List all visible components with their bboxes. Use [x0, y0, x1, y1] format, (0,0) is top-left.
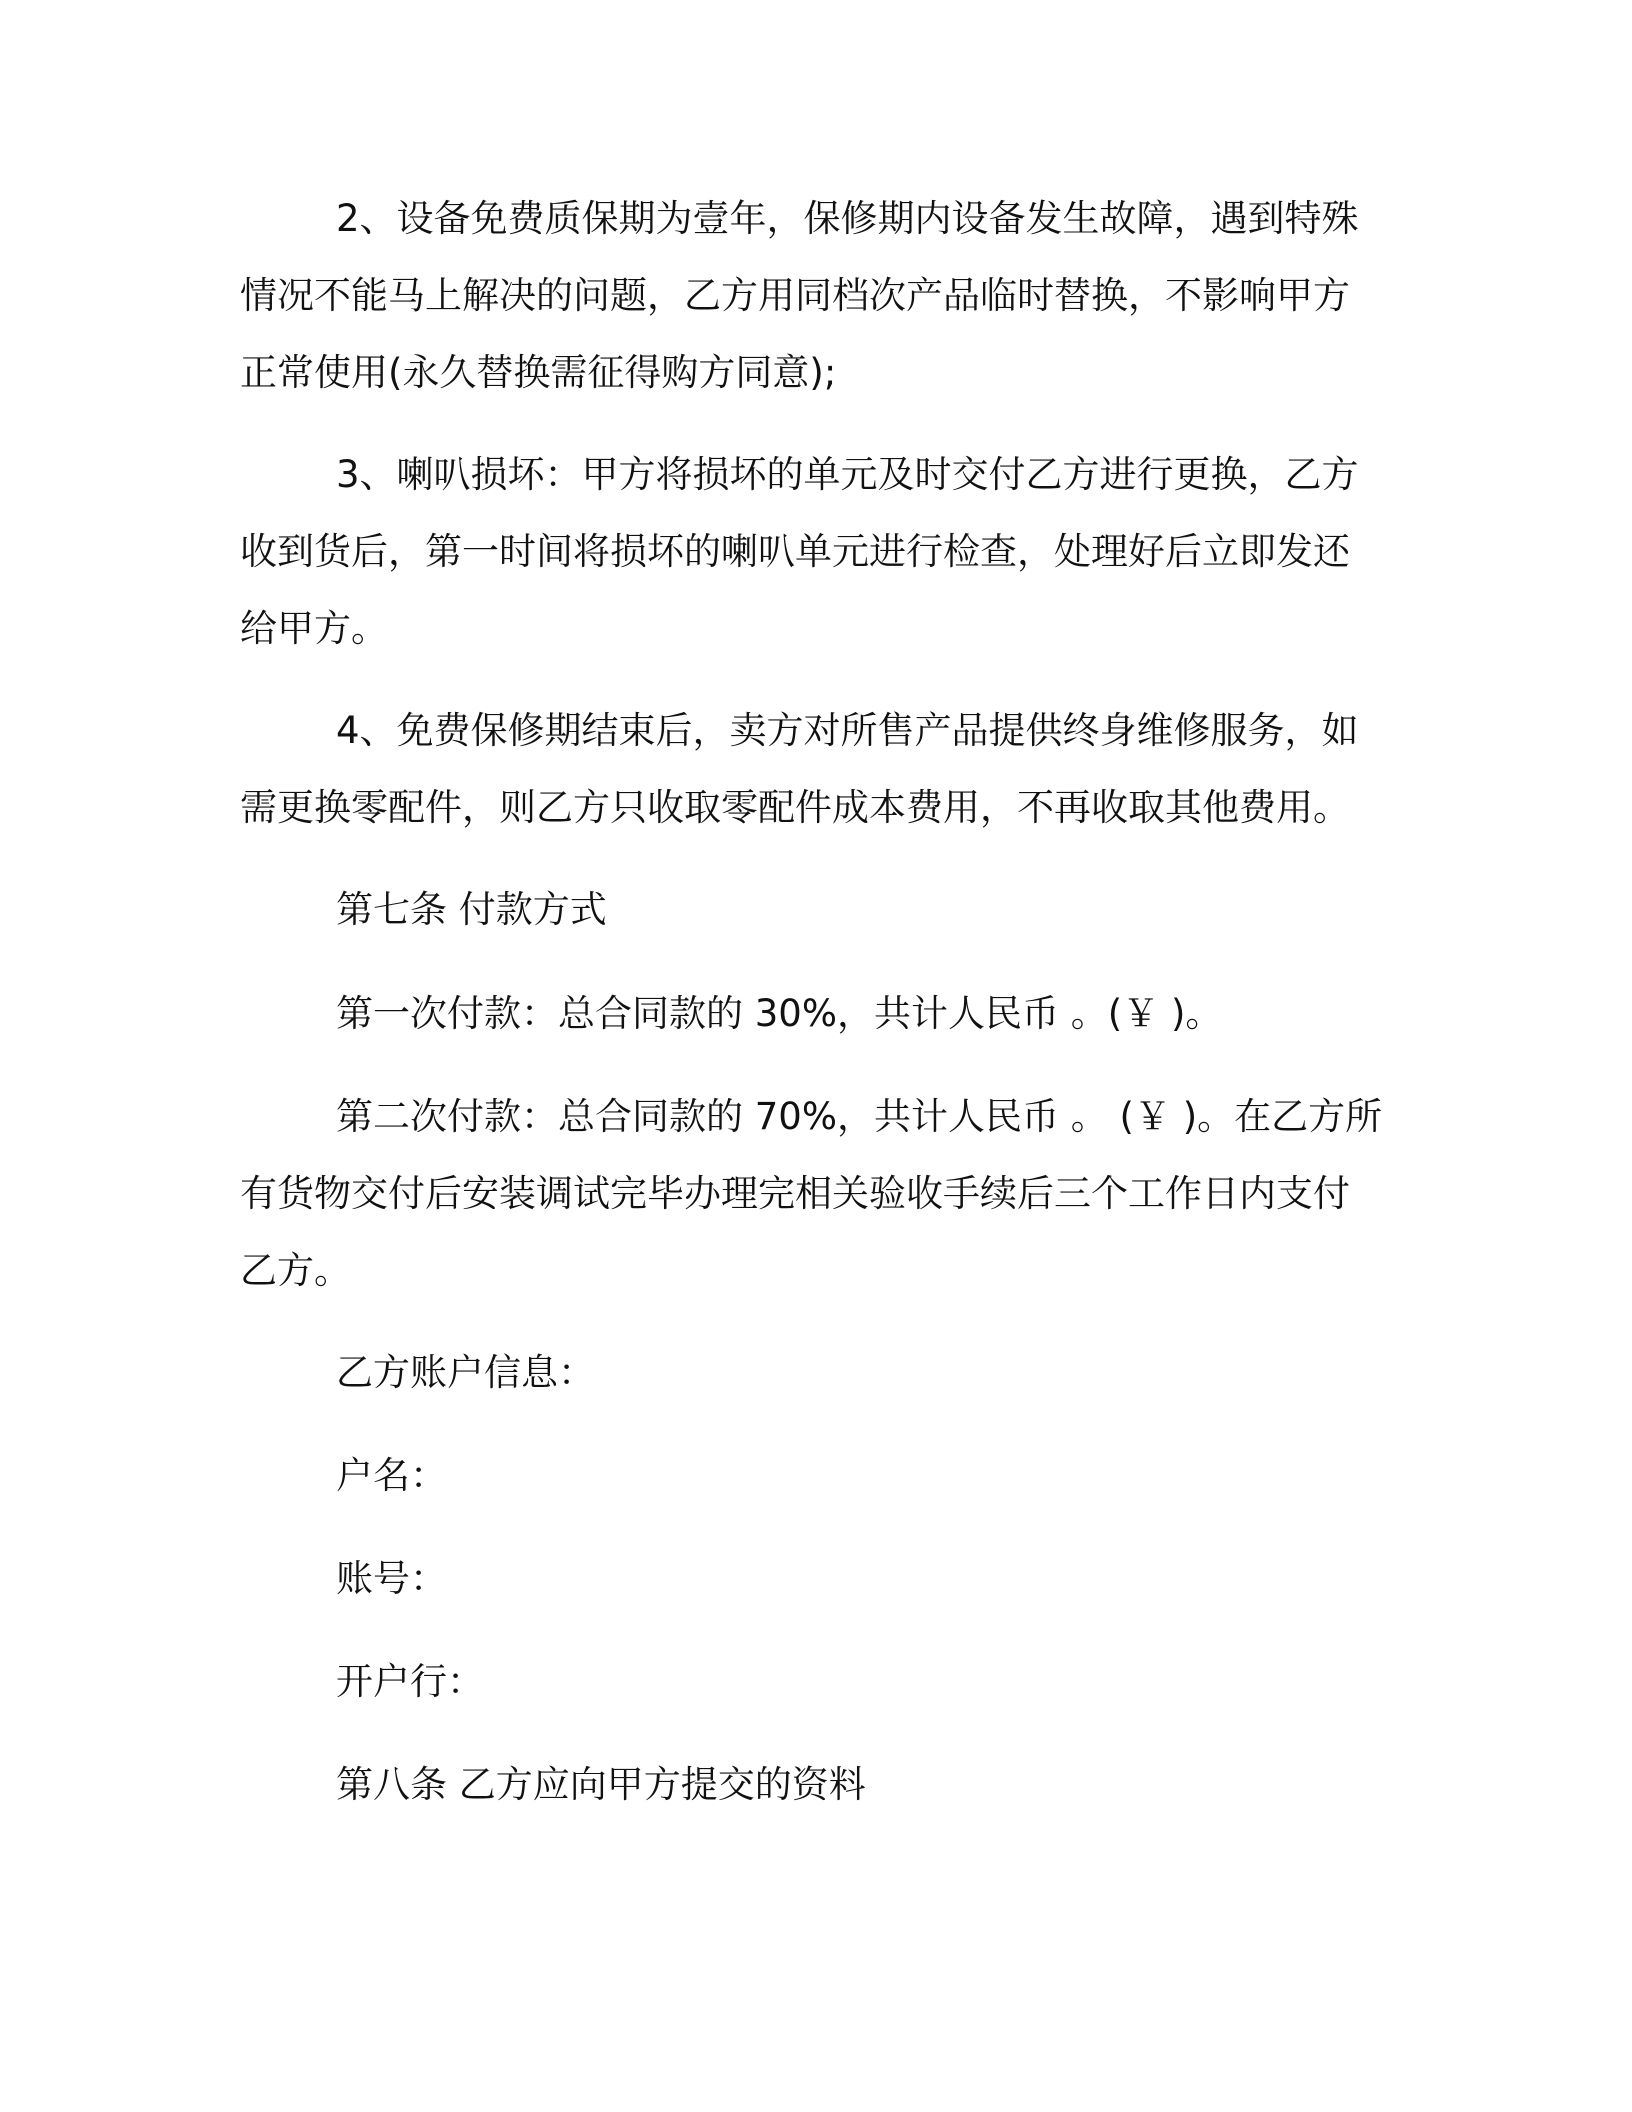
paragraph-line: 给甲方。 — [240, 607, 388, 650]
paragraph-line: 需更换零配件，则乙方只收取零配件成本费用，不再收取其他费用。 — [240, 786, 1350, 829]
paragraph-line: 收到货后，第一时间将损坏的喇叭单元进行检查，处理好后立即发还 — [240, 530, 1350, 573]
paragraph-line: 正常使用(永久替换需征得购方同意); — [240, 351, 837, 394]
bank-label — [336, 1643, 1471, 1720]
paragraph-line: 有货物交付后安装调试完毕办理完相关验收手续后三个工作日内支付 — [240, 1172, 1350, 1215]
article-7-heading — [336, 871, 1471, 948]
paragraph-line: 乙方账户信息： — [336, 1351, 595, 1394]
clause-2-paragraph — [240, 180, 1375, 411]
heading-text: 第七条 付款方式 — [336, 888, 607, 931]
paragraph-line: 账号： — [336, 1557, 447, 1600]
heading-text: 第八条 乙方应向甲方提交的资料 — [336, 1763, 866, 1806]
article-8-heading — [336, 1746, 1471, 1823]
payment-2-paragraph — [240, 1078, 1383, 1309]
paragraph-line: 情况不能马上解决的问题，乙方用同档次产品临时替换，不影响甲方 — [240, 274, 1350, 317]
clause-4-paragraph — [240, 692, 1375, 846]
account-name-label — [336, 1437, 1471, 1514]
payment-1-paragraph — [336, 975, 1471, 1052]
account-number-label — [336, 1540, 1471, 1617]
paragraph-line: 3、喇叭损坏：甲方将损坏的单元及时交付乙方进行更换，乙方 — [336, 453, 1359, 496]
paragraph-line: 2、设备免费质保期为壹年，保修期内设备发生故障，遇到特殊 — [336, 197, 1359, 240]
account-info-label — [336, 1334, 1471, 1411]
paragraph-line: 开户行： — [336, 1660, 484, 1703]
paragraph-line: 乙方。 — [240, 1249, 351, 1292]
paragraph-line: 户名： — [336, 1454, 447, 1497]
paragraph-line: 第一次付款：总合同款的 30%，共计人民币 。(￥ )。 — [336, 992, 1223, 1035]
paragraph-line: 4、免费保修期结束后，卖方对所售产品提供终身维修服务，如 — [336, 709, 1359, 752]
clause-3-paragraph — [240, 436, 1375, 667]
paragraph-line: 第二次付款：总合同款的 70%，共计人民币 。 (￥ )。在乙方所 — [336, 1095, 1383, 1138]
